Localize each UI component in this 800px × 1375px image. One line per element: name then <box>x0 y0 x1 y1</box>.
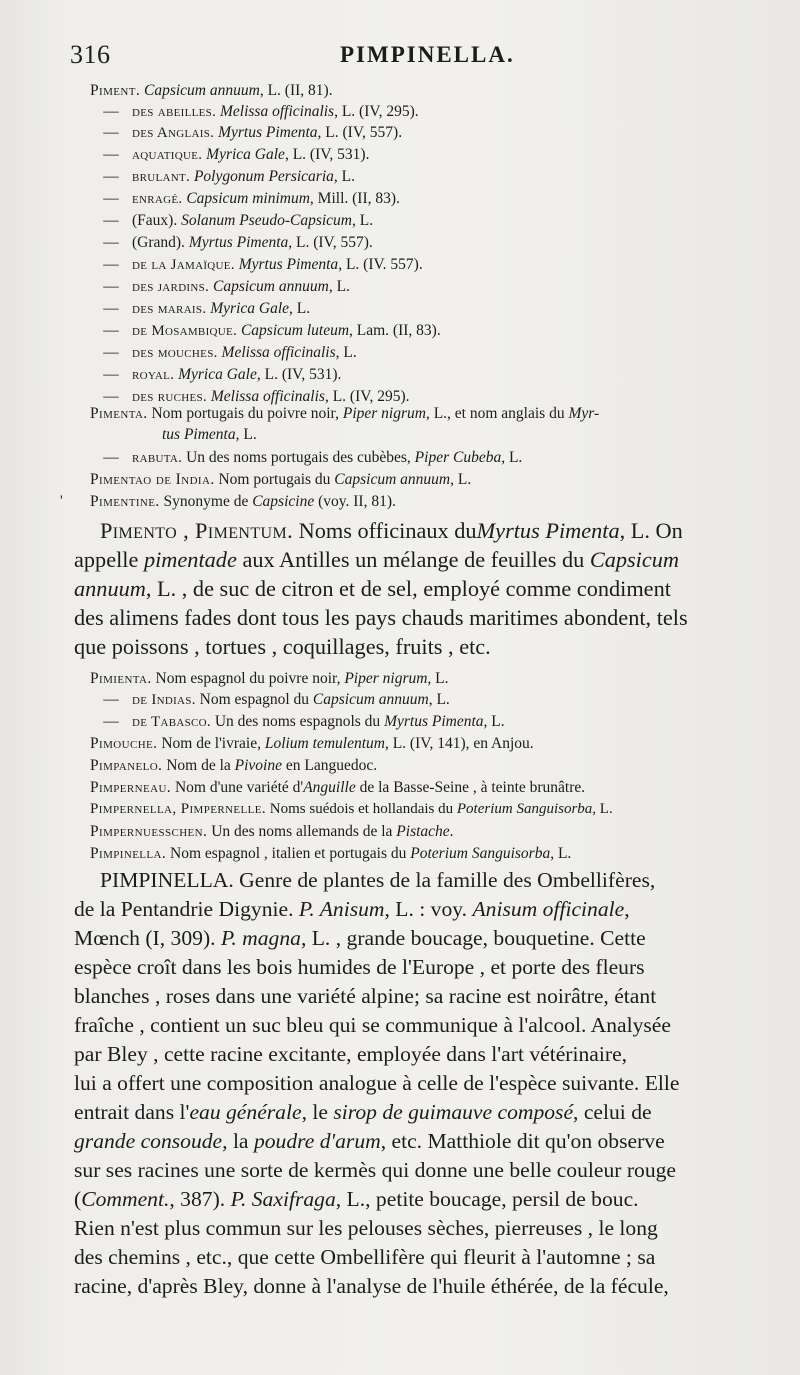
body-line: fraîche , contient un suc bleu qui se communique à l'alcool. Analysée <box>74 1013 671 1037</box>
subentry-line: — de Tabasco. Un des noms espagnols du Myrtus Pimenta, L. <box>90 711 800 733</box>
entry-line: Pimenta. Nom portugais du poivre noir, Piper nigrum, L., et nom anglais du Myr- <box>90 405 600 422</box>
entry-pimentao: Pimentao de India. Nom portugais du Capsicum annuum, L. <box>90 471 472 488</box>
body-line: des alimens fades dont tous les pays chauds maritimes abondent, tels <box>74 605 688 630</box>
entry-pimperneau: Pimperneau. Nom d'une variété d'Anguille de la Basse-Seine , à teinte brunâtre. <box>90 779 586 796</box>
body-line: sur ses racines une sorte de kermès qui donne une belle couleur rouge <box>74 1158 677 1182</box>
subentry-line: — brulant. Polygonum Persicaria, L. <box>90 166 800 188</box>
stray-mark: ' <box>60 493 63 509</box>
subentry-line: — royal. Myrica Gale, L. (IV, 531). <box>90 364 800 386</box>
entry-pimpernella: Pimpernella, Pimpernelle. Noms suédois et hollandais du Poterium Sanguisorba, L. <box>90 801 613 817</box>
body-line: que poissons , tortues , coquillages, fruits , etc. <box>74 634 491 659</box>
running-title: PIMPINELLA. <box>340 42 515 67</box>
subentry-line: — aquatique. Myrica Gale, L. (IV, 531). <box>90 144 800 166</box>
body-line: Rien n'est plus commun sur les pelouses sèches, pierreuses , le long <box>74 1216 658 1240</box>
body-line: (Comment., 387). P. Saxifraga, L., petite boucage, persil de bouc. <box>74 1187 639 1211</box>
subentry-line: — de Mosambique. Capsicum luteum, Lam. (II, 83). <box>90 320 800 342</box>
body-line: des chemins , etc., que cette Ombellifère qui fleurit à l'automne ; sa <box>74 1245 656 1269</box>
subentry-line: — rabuta. Un des noms portugais des cubèbes, Piper Cubeba, L. <box>90 447 800 469</box>
em-dash: — <box>103 449 119 466</box>
entry-line: Pimienta. Nom espagnol du poivre noir, Piper nigrum, L. <box>90 670 449 687</box>
entry-pimpanelo: Pimpanelo. Nom de la Pivoine en Languedoc. <box>90 757 378 774</box>
em-dash: — <box>103 322 119 339</box>
body-line: Pimento , Pimentum. Noms officinaux duMyrtus Pimenta, L. On <box>100 518 683 543</box>
entry-pimouche: Pimouche. Nom de l'ivraie, Lolium temulentum, L. (IV, 141), en Anjou. <box>90 735 534 752</box>
subentry-line: — (Grand). Myrtus Pimenta, L. (IV, 557). <box>90 232 800 253</box>
em-dash: — <box>103 103 119 120</box>
page-number: 316 <box>70 40 111 69</box>
em-dash: — <box>103 691 119 708</box>
em-dash: — <box>103 300 119 317</box>
entry-pimpinella-es: Pimpinella. Nom espagnol , italien et portugais du Poterium Sanguisorba, L. <box>90 845 572 862</box>
body-line: annuum, L. , de suc de citron et de sel, employé comme condiment <box>74 576 671 601</box>
entry-pimentine: ' Pimentine. Synonyme de Capsicine (voy. II, 81). <box>60 493 396 510</box>
body-line: lui a offert une composition analogue à celle de l'espèce suivante. Elle <box>74 1071 680 1095</box>
em-dash: — <box>103 278 119 295</box>
body-line: de la Pentandrie Digynie. P. Anisum, L. : voy. Anisum officinale, <box>74 897 630 921</box>
subentry-line: — de la Jamaïque. Myrtus Pimenta, L. (IV. 557). <box>90 254 800 276</box>
em-dash: — <box>103 190 119 207</box>
subentry-line: — des jardins. Capsicum annuum, L. <box>90 276 800 298</box>
subentry-line: — enragé. Capsicum minimum, Mill. (II, 83). <box>90 188 800 210</box>
em-dash: — <box>103 212 119 229</box>
em-dash: — <box>103 344 119 361</box>
subentry-line: — des Anglais. Myrtus Pimenta, L. (IV, 557). <box>90 122 800 144</box>
body-line: entrait dans l'eau générale, le sirop de guimauve composé, celui de <box>74 1100 652 1124</box>
body-line: PIMPINELLA. Genre de plantes de la famille des Ombellifères, <box>100 868 656 892</box>
body-line: blanches , roses dans une variété alpine; sa racine est noirâtre, étant <box>74 984 657 1008</box>
subentry-line: — des ruches. Melissa officinalis, L. (IV, 295). <box>90 386 800 408</box>
em-dash: — <box>103 366 119 383</box>
em-dash: — <box>103 713 119 730</box>
subentry-line: — de Indias. Nom espagnol du Capsicum annuum, L. <box>90 689 800 711</box>
em-dash: — <box>103 146 119 163</box>
em-dash: — <box>103 234 119 251</box>
subentry-line: — (Faux). Solanum Pseudo-Capsicum, L. <box>90 210 800 231</box>
body-line: appelle pimentade aux Antilles un mélange de feuilles du Capsicum <box>74 547 680 572</box>
entry-line: Piment. Capsicum annuum, L. (II, 81). <box>90 82 333 99</box>
em-dash: — <box>103 388 119 405</box>
body-line: espèce croît dans les bois humides de l'Europe , et porte des fleurs <box>74 955 645 979</box>
em-dash: — <box>103 124 119 141</box>
body-line: par Bley , cette racine excitante, employée dans l'art vétérinaire, <box>74 1042 628 1066</box>
entry-pimpernuesschen: Pimpernuesschen. Un des noms allemands de la Pistache. <box>90 823 454 840</box>
entry-line: tus Pimenta, L. <box>162 426 257 443</box>
body-line: Mœnch (I, 309). P. magna, L. , grande boucage, bouquetine. Cette <box>74 926 646 950</box>
subentry-line: — des abeilles. Melissa officinalis, L. (IV, 295). <box>90 101 800 123</box>
body-line: grande consoude, la poudre d'arum, etc. Matthiole dit qu'on observe <box>74 1129 665 1153</box>
body-line: racine, d'après Bley, donne à l'analyse de l'huile éthérée, de la fécule, <box>74 1274 669 1298</box>
em-dash: — <box>103 168 119 185</box>
page-header <box>70 40 798 80</box>
subentry-line: — des marais. Myrica Gale, L. <box>90 298 800 320</box>
subentry-line: — des mouches. Melissa officinalis, L. <box>90 342 800 364</box>
em-dash: — <box>103 256 119 273</box>
